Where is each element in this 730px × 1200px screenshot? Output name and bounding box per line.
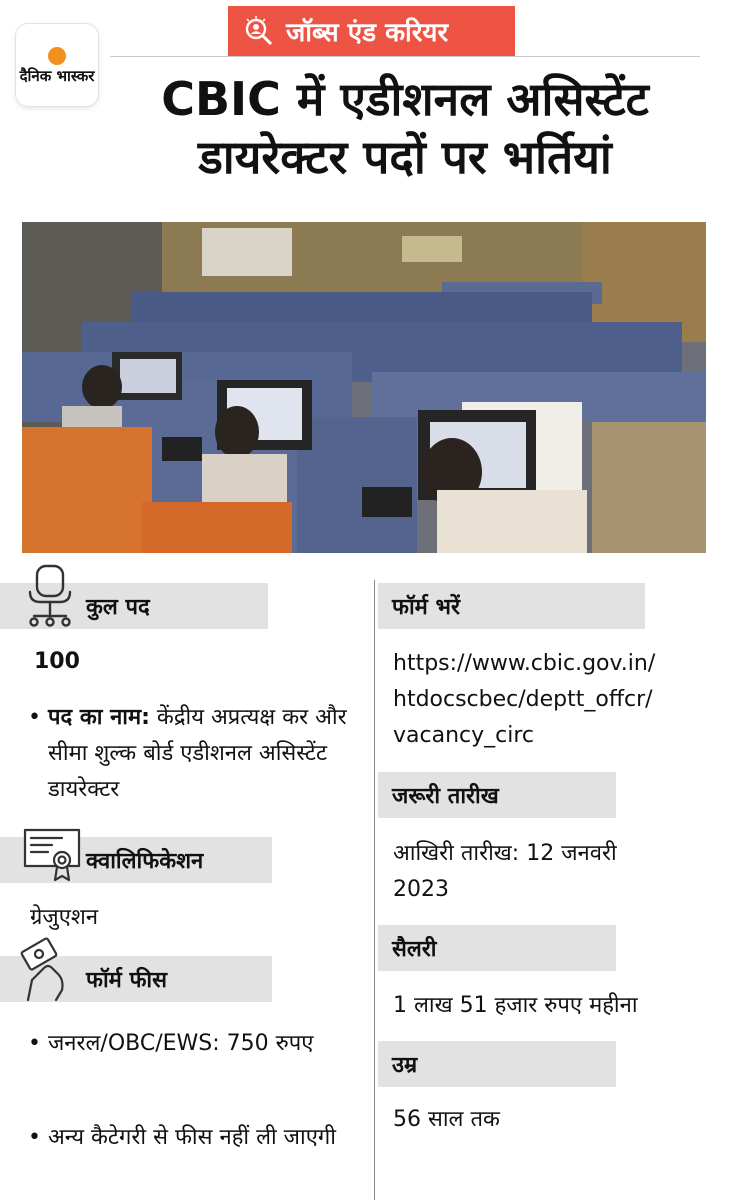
apply-url-line-1: https://www.cbic.gov.in/	[393, 651, 656, 676]
logo-text: दैनिक भास्कर	[19, 66, 95, 85]
column-divider	[374, 580, 375, 1200]
apply-heading: फॉर्म भरें	[392, 595, 460, 620]
apply-url	[393, 646, 713, 754]
fee-item-2-text: अन्य कैटेगरी से फीस नहीं ली जाएगी	[47, 1125, 336, 1150]
qualification-heading: क्वालिफिकेशन	[86, 849, 204, 874]
salary-value: 1 लाख 51 हजार रुपए महीना	[393, 993, 638, 1018]
office-photo	[22, 222, 706, 553]
dates-heading: जरूरी तारीख	[392, 784, 499, 809]
title-line-2: डायरेक्टर पदों पर भर्तियां	[198, 130, 612, 184]
header-rule	[110, 56, 700, 57]
last-date-line-2: 2023	[393, 877, 449, 902]
age-value: 56 साल तक	[393, 1107, 500, 1132]
money-hand-icon	[18, 936, 76, 1002]
apply-heading-bar	[378, 583, 645, 629]
dainik-bhaskar-logo	[16, 24, 98, 106]
age-heading: उम्र	[392, 1053, 418, 1078]
salary-heading-bar	[378, 925, 616, 971]
salary-heading: सैलरी	[392, 937, 437, 962]
title-line-1: CBIC में एडीशनल असिस्टेंट	[161, 72, 649, 126]
last-date	[393, 836, 713, 908]
fee-item-2: • अन्य कैटेगरी से फीस नहीं ली जाएगी	[28, 1125, 336, 1150]
apply-url-line-3: vacancy_circ	[393, 723, 535, 748]
dates-heading-bar	[378, 772, 616, 818]
last-date-line-1: आखिरी तारीख: 12 जनवरी	[393, 841, 617, 866]
fee-item-1-text: जनरल/OBC/EWS: 750 रुपए	[47, 1031, 314, 1056]
page-title	[100, 70, 710, 186]
category-badge	[228, 6, 515, 56]
apply-url-line-2: htdocscbec/deptt_offcr/	[393, 687, 653, 712]
post-name-text: केंद्रीय अप्रत्यक्ष कर और सीमा शुल्क बोर्ड एडीशनल असिस्टेंट डायरेक्टर	[48, 705, 347, 802]
form-fee-heading: फॉर्म फीस	[86, 968, 168, 993]
age-heading-bar	[378, 1041, 616, 1087]
qualification-value: ग्रेजुएशन	[30, 905, 99, 930]
post-name-item: • पद का नाम: केंद्रीय अप्रत्यक्ष कर और सीमा शुल्क बोर्ड एडीशनल असिस्टेंट डायरेक्टर	[28, 705, 347, 802]
post-name-label: पद का नाम:	[47, 705, 150, 730]
logo-sun-icon	[48, 47, 66, 65]
office-chair-icon	[24, 562, 76, 630]
category-badge-label: जॉब्स एंड करियर	[286, 18, 449, 48]
job-search-icon	[242, 15, 274, 47]
fee-item-1: • जनरल/OBC/EWS: 750 रुपए	[28, 1031, 314, 1056]
certificate-icon	[22, 826, 82, 886]
total-posts-heading: कुल पद	[86, 595, 150, 620]
total-posts-value: 100	[34, 649, 80, 674]
